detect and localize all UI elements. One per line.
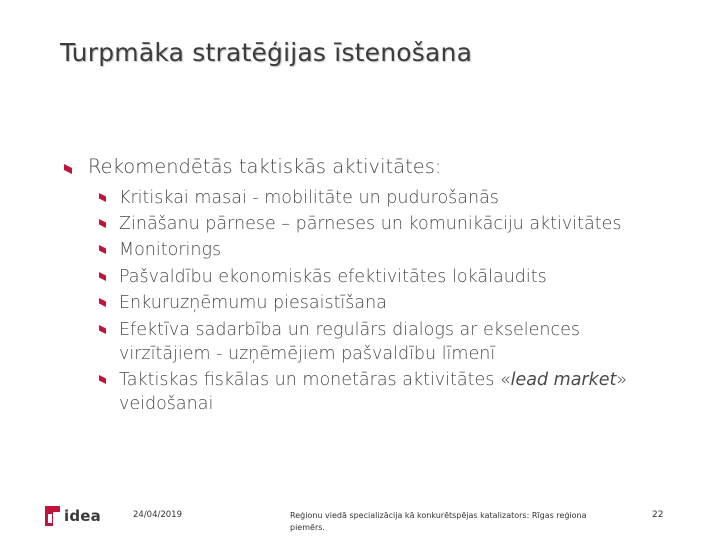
sub-bullet-7-line-1	[119, 367, 627, 393]
footer-caption: Reģionu viedā specializācija kā konkurētspējas katalizators: Rīgas reģiona piemērs.	[290, 511, 587, 532]
logo-text: idea	[64, 507, 101, 525]
sub-bullet-7-text: Taktiskas fiskālas un monetāras aktivitātes «	[119, 370, 511, 390]
bullet-arrow-icon	[99, 272, 106, 281]
idea-logo	[44, 505, 101, 527]
sub-bullet-3: Monitorings	[119, 240, 222, 260]
sub-bullet-6-line-1: Efektīva sadarbība un regulārs dialogs ar ekselences	[119, 320, 581, 340]
lead-market-emphasis: lead market	[510, 370, 617, 390]
slide-title: Turpmāka stratēģijas īstenošana	[60, 38, 473, 67]
bullet-arrow-icon	[99, 193, 106, 202]
bullet-arrow-icon	[99, 325, 106, 334]
main-bullet-text: Rekomendētās taktiskās aktivitātes:	[88, 155, 442, 178]
quote-close: »	[616, 370, 628, 390]
sub-bullet-2: Zināšanu pārnese – pārneses un komunikāciju aktivitātes	[119, 214, 622, 234]
bullet-arrow-icon	[64, 164, 72, 174]
bullet-arrow-icon	[99, 375, 106, 384]
idea-logo-mark-icon	[44, 505, 62, 527]
sub-bullet-1: Kritiskai masai - mobilitāte un pudurošanās	[119, 188, 499, 208]
sub-bullet-5: Enkuruzņēmumu piesaistīšana	[119, 293, 387, 313]
bullet-arrow-icon	[99, 245, 106, 254]
sub-bullet-4: Pašvaldību ekonomiskās efektivitātes lokālaudits	[119, 267, 547, 287]
page-number: 22	[652, 510, 664, 520]
footer-date: 24/04/2019	[133, 510, 182, 520]
sub-bullet-6-line-2: virzītājiem - uzņēmējiem pašvaldību līmenī	[119, 344, 496, 364]
bullet-arrow-icon	[99, 219, 106, 228]
sub-bullet-7-line-2: veidošanai	[119, 394, 214, 414]
bullet-arrow-icon	[99, 298, 106, 307]
